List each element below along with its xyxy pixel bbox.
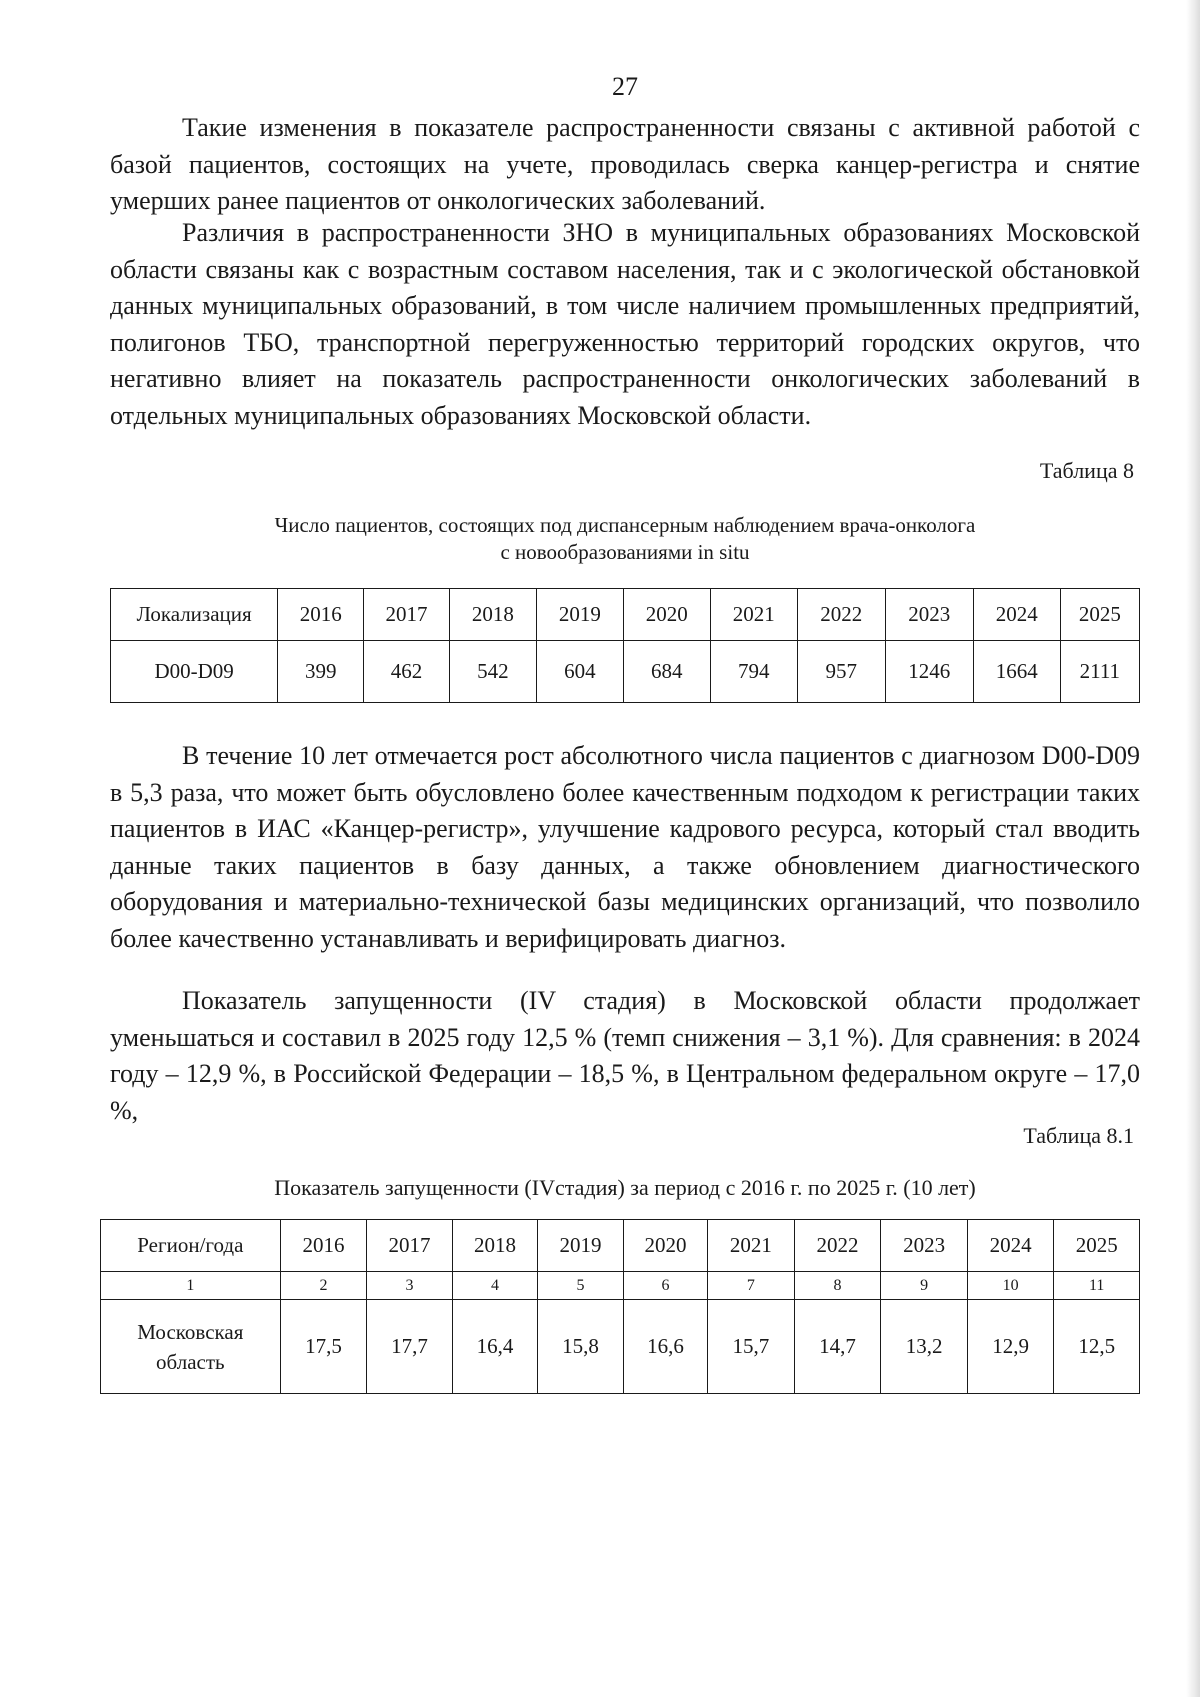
paragraph-2: Различия в распространенности ЗНО в муниципальных образованиях Московской области связаны как с возрастным составом населения, так и с экологической обстановкой данных муниципальных образований, в том числе наличием промышленных предприятий, полигонов ТБО, транспортной перегруженностью территорий городских округов, что негативно влияет на показатель распространенности онкологических заболеваний в отдельных муниципальных образованиях Московской области.: [110, 218, 1140, 430]
table-8-1-column-number: 10: [967, 1272, 1054, 1300]
table-8-1-cell: 16,6: [623, 1300, 707, 1394]
table-8-1-column-number: 7: [708, 1272, 795, 1300]
table-8-1-header-cell: 2025: [1054, 1220, 1140, 1272]
table-8-title: [110, 512, 1140, 566]
table-8-1-header-row: [101, 1220, 1140, 1272]
table-8-1-cell: 16,4: [452, 1300, 538, 1394]
table-8-cell: 1246: [885, 641, 973, 703]
table-8-1-cell: 17,5: [280, 1300, 367, 1394]
table-8-1-column-number: 9: [881, 1272, 968, 1300]
table-8-1-header-cell: 2018: [452, 1220, 538, 1272]
table-8-1-header-cell: 2023: [881, 1220, 968, 1272]
table-8-1-header-cell: 2022: [794, 1220, 881, 1272]
table-8-cell: D00-D09: [111, 641, 278, 703]
table-8-1-header-cell: 2016: [280, 1220, 367, 1272]
table-8-1-data-row: [101, 1300, 1140, 1394]
table-8-1-row-label: [101, 1300, 281, 1394]
table-8-1-header-cell: 2020: [623, 1220, 707, 1272]
table-8-1-column-number: 3: [367, 1272, 453, 1300]
paragraph-4: Показатель запущенности (IV стадия) в Московской области продолжает уменьшаться и составил в 2025 году 12,5 % (темп снижения – 3,1 %). Для сравнения: в 2024 году – 12,9 %, в Российской Федерации – 18,5 %, в Центральном федеральном округе – 17,0 %,: [110, 986, 1140, 1125]
table-8-1-header-cell: Регион/года: [101, 1220, 281, 1272]
table-8-header-cell: 2016: [278, 589, 364, 641]
table-8-header-cell: 2018: [449, 589, 536, 641]
table-8-header-cell: Локализация: [111, 589, 278, 641]
table-8-cell: 1664: [973, 641, 1060, 703]
table-8-1-column-number: 4: [452, 1272, 538, 1300]
row-label-line-1: Московская: [137, 1319, 244, 1344]
table-8-1-cell: 13,2: [881, 1300, 968, 1394]
table-8-1-cell: 17,7: [367, 1300, 453, 1394]
table-8-1-column-number: 6: [623, 1272, 707, 1300]
table-8-1-cell: 14,7: [794, 1300, 881, 1394]
table-8-cell: 2111: [1060, 641, 1139, 703]
table-8-1-cell: 15,7: [708, 1300, 795, 1394]
table-8-label: Таблица 8: [1039, 458, 1134, 483]
table-8-cell: 794: [710, 641, 797, 703]
scan-right-edge: [1186, 0, 1200, 1697]
table-8-cell: 542: [449, 641, 536, 703]
table-8-1-column-number: 8: [794, 1272, 881, 1300]
table-8-header-cell: 2019: [536, 589, 623, 641]
table-8-1-column-number: 5: [538, 1272, 624, 1300]
table-8-cell: 957: [797, 641, 885, 703]
paragraph-3: В течение 10 лет отмечается рост абсолютного числа пациентов с диагнозом D00-D09 в 5,3 раза, что может быть обусловлено более качественным подходом к регистрации таких пациентов в ИАС «Канцер-регистр», улучшение кадрового ресурса, который стал вводить данные таких пациентов в базу данных, а также обновлением диагностического оборудования и материально-технической базы медицинских организаций, что позволило более качественно устанавливать и верифицировать диагноз.: [110, 741, 1140, 953]
table-8-1-cell: 15,8: [538, 1300, 624, 1394]
table-8-data-row: [111, 641, 1140, 703]
table-8: [110, 588, 1140, 703]
table-8-header-cell: 2021: [710, 589, 797, 641]
table-8-1-header-cell: 2017: [367, 1220, 453, 1272]
table-8-1: [100, 1219, 1140, 1394]
table-8-cell: 684: [623, 641, 710, 703]
table-8-1-header-cell: 2024: [967, 1220, 1054, 1272]
table-8-header-cell: 2017: [364, 589, 450, 641]
row-label-line-2: область: [156, 1349, 225, 1374]
table-8-1-header-cell: 2021: [708, 1220, 795, 1272]
table-8-title-line-1: Число пациентов, состоящих под диспансерным наблюдением врача-онколога: [274, 513, 976, 537]
table-8-1-column-number: 11: [1054, 1272, 1140, 1300]
table-8-1-title: Показатель запущенности (IVстадия) за период с 2016 г. по 2025 г. (10 лет): [274, 1175, 976, 1200]
table-8-header-cell: 2025: [1060, 589, 1139, 641]
table-8-1-cell: 12,5: [1054, 1300, 1140, 1394]
table-8-header-cell: 2022: [797, 589, 885, 641]
table-8-1-cell: 12,9: [967, 1300, 1054, 1394]
table-8-title-line-2: с новообразованиями in situ: [500, 540, 750, 564]
table-8-header-row: [111, 589, 1140, 641]
table-8-cell: 604: [536, 641, 623, 703]
paragraph-1: Такие изменения в показателе распространенности связаны с активной работой с базой пациентов, состоящих на учете, проводилась сверка канцер-регистра и снятие умерших ранее пациентов от онкологических заболеваний.: [110, 113, 1140, 215]
page-number: 27: [612, 72, 638, 101]
table-8-cell: 399: [278, 641, 364, 703]
table-8-1-label: Таблица 8.1: [1023, 1123, 1134, 1148]
table-8-cell: 462: [364, 641, 450, 703]
table-8-header-cell: 2024: [973, 589, 1060, 641]
table-8-header-cell: 2020: [623, 589, 710, 641]
table-8-1-column-number: 1: [101, 1272, 281, 1300]
table-8-1-header-cell: 2019: [538, 1220, 624, 1272]
table-8-1-column-number: 2: [280, 1272, 367, 1300]
table-8-1-column-number-row: [101, 1272, 1140, 1300]
table-8-header-cell: 2023: [885, 589, 973, 641]
